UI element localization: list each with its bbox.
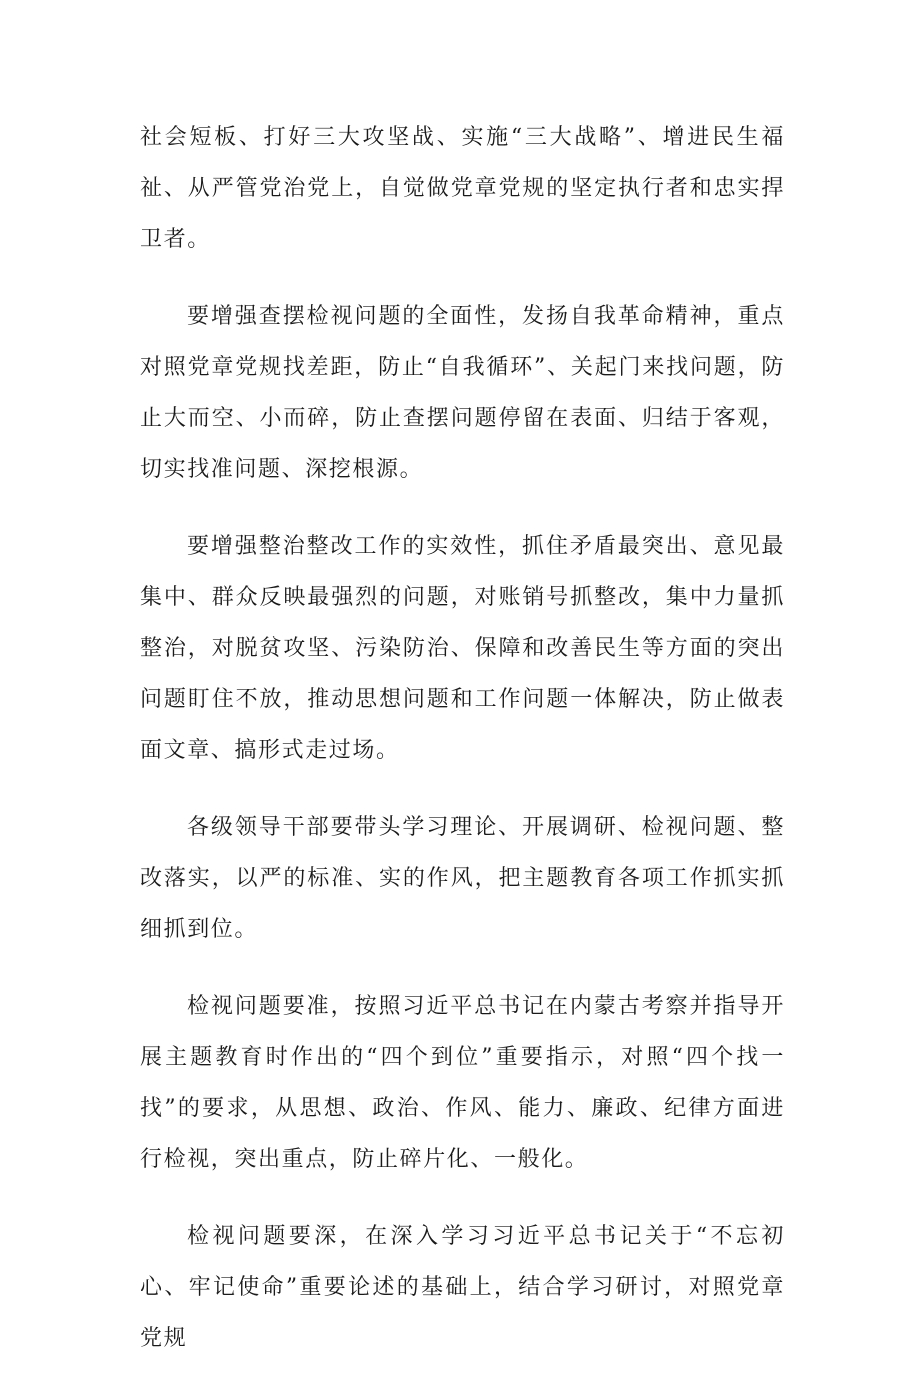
paragraph-4: 各级领导干部要带头学习理论、开展调研、检视问题、整改落实，以严的标准、实的作风，把主题教育各项工作抓实抓细抓到位。 xyxy=(140,815,785,942)
paragraph-2: 要增强查摆检视问题的全面性，发扬自我革命精神，重点对照党章党规找差距，防止“自我循环”、关起门来找问题，防止大而空、小而碎，防止查摆问题停留在表面、归结于客观，切实找准问题、深挖根源。 xyxy=(140,304,785,482)
document-body xyxy=(140,112,785,1390)
paragraph-6: 检视问题要深，在深入学习习近平总书记关于“不忘初心、牢记使命”重要论述的基础上，结合学习研讨，对照党章党规 xyxy=(140,1224,785,1351)
paragraph-3: 要增强整治整改工作的实效性，抓住矛盾最突出、意见最集中、群众反映最强烈的问题，对账销号抓整改，集中力量抓整治，对脱贫攻坚、污染防治、保障和改善民生等方面的突出问题盯住不放，推动思想问题和工作问题一体解决，防止做表面文章、搞形式走过场。 xyxy=(140,534,785,763)
paragraph-5: 检视问题要准，按照习近平总书记在内蒙古考察并指导开展主题教育时作出的“四个到位”重要指示，对照“四个找一找”的要求，从思想、政治、作风、能力、廉政、纪律方面进行检视，突出重点，防止碎片化、一般化。 xyxy=(140,994,785,1172)
paragraph-1: 社会短板、打好三大攻坚战、实施“三大战略”、增进民生福祉、从严管党治党上，自觉做党章党规的坚定执行者和忠实捍卫者。 xyxy=(140,125,785,252)
